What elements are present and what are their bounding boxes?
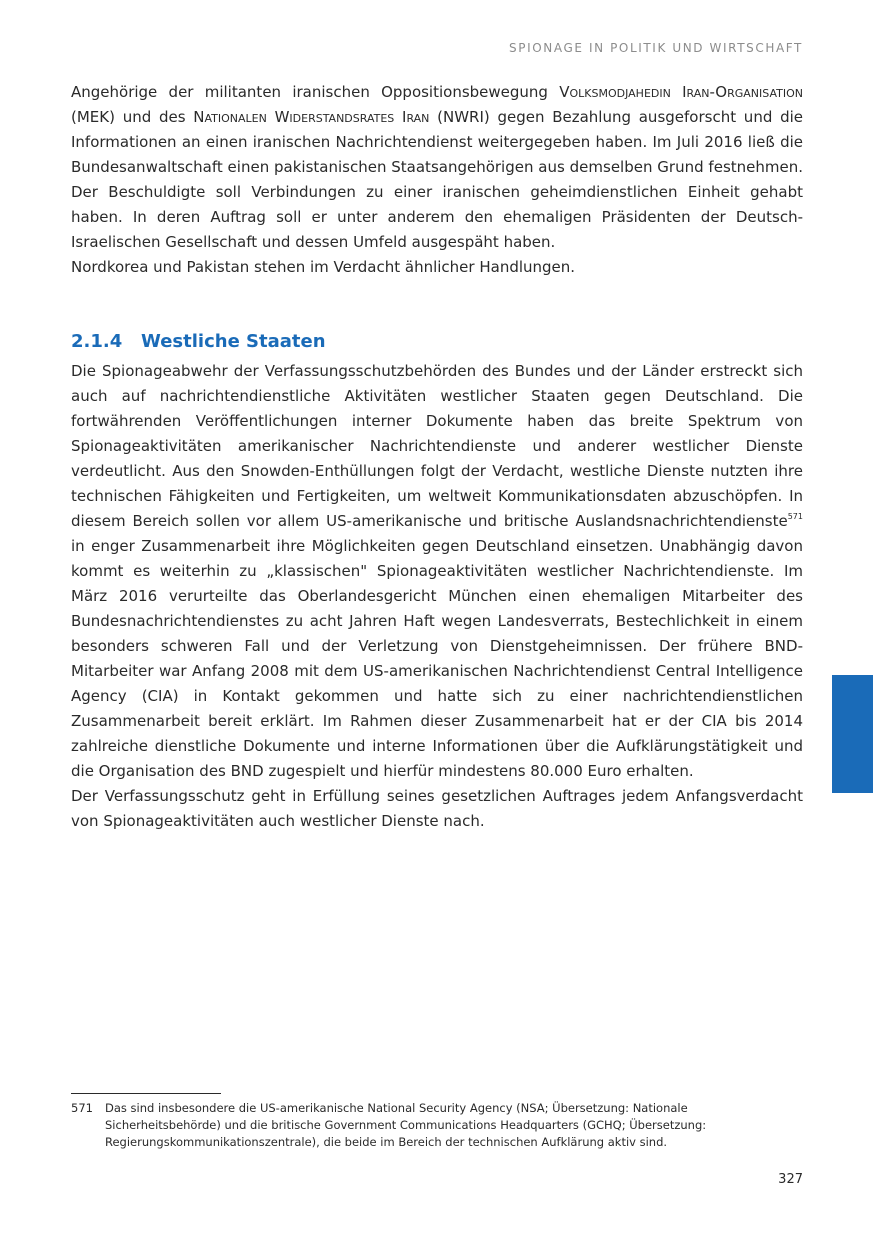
org-name-mek: Volksmodjahedin Iran-Organisation [559,83,803,101]
footnote [71,1100,803,1151]
page-content [71,80,803,834]
intro-line-2: Nordkorea und Pakistan stehen im Verdacht ähnlicher Handlungen. [71,258,576,276]
intro-paragraph [71,80,803,255]
main-paragraph [71,359,803,784]
section-title: Westliche Staaten [141,331,326,352]
intro-text-1: Angehörige der militanten iranischen Oppositionsbewegung [71,83,560,101]
running-header: SPIONAGE IN POLITIK UND WIRTSCHAFT [509,41,803,55]
closing-paragraph: Der Verfassungsschutz geht in Erfüllung seines gesetzlichen Auftrages jedem Anfangsverdacht von Spionageaktivitäten auch westlicher Dienste nach. [71,787,803,830]
intro-text-3: (NWRI) gegen Bezahlung ausgeforscht und die Informationen an einen iranischen Nachrichtendienst weitergegeben haben. Im Juli 2016 ließ die Bundesanwaltschaft einen pakistanischen Staatsangehörigen aus demselben Grund festnehmen. Der Beschuldigte soll Verbindungen zu einer iranischen geheimdienstlichen Einheit gehabt haben. In deren Auftrag soll er unter anderem den ehemaligen Präsidenten der Deutsch-Israelischen Gesellschaft und dessen Umfeld ausgespäht haben. [71,108,803,251]
page-number: 327 [778,1172,803,1187]
main-text-2: in enger Zusammenarbeit ihre Möglichkeiten gegen Deutschland einsetzen. Unabhängig davon kommt es weiterhin zu „klassischen" Spionageaktivitäten westlicher Nachrichtendienste. Im März 2016 verurteilte das Oberlandesgericht München einen ehemaligen Mitarbeiter des Bundesnachrichtendienstes zu acht Jahren Haft wegen Landesverrats, Bestechlichkeit in einem besonders schweren Fall und der Verletzung von Dienstgeheimnissen. Der frühere BND-Mitarbeiter war Anfang 2008 mit dem US-amerikanischen Nachrichtendienst Central Intelligence Agency (CIA) in Kontakt gekommen und hatte sich zu einer nachrichtendienstlichen Zusammenarbeit bereit erklärt. Im Rahmen dieser Zusammenarbeit hat er der CIA bis 2014 zahlreiche dienstliche Dokumente und interne Informationen über die Aufklärungstätigkeit und die Organisation des BND zugespielt und hierfür mindestens 80.000 Euro erhalten. [71,537,803,780]
chapter-tab-marker [832,675,873,793]
footnote-number: 571 [71,1101,93,1115]
footnote-divider [71,1093,221,1094]
section-heading [71,324,803,359]
main-text-1: Die Spionageabwehr der Verfassungsschutzbehörden des Bundes und der Länder erstreckt sich auch auf nachrichtendienstliche Aktivitäten westlicher Staaten gegen Deutschland. Die fortwährenden Veröffentlichungen interner Dokumente haben das breite Spektrum von Spionageaktivitäten amerikanischer Nachrichtendienste und anderer westlicher Dienste verdeutlicht. Aus den Snowden-Enthüllungen folgt der Verdacht, westliche Dienste nutzten ihre technischen Fähigkeiten und Fertigkeiten, um weltweit Kommunikationsdaten abzuschöpfen. In diesem Bereich sollen vor allem US-amerikanische und britische Auslandsnachrichtendienste [71,362,803,530]
section-number: 2.1.4 [71,331,123,352]
footnote-text: Das sind insbesondere die US-amerikanische National Security Agency (NSA; Übersetzung: Nationale Sicherheitsbehörde) und die britische Government Communications Headquarters (GCHQ; Übersetzung: Regierungskommunikationszentrale), die beide im Bereich der technischen Aufklärung aktiv sind. [105,1101,707,1149]
intro-text-2: (MEK) und des [71,108,194,126]
footnote-reference[interactable]: 571 [787,512,803,521]
org-name-nwri: Nationalen Widerstandsrates Iran [193,108,430,126]
